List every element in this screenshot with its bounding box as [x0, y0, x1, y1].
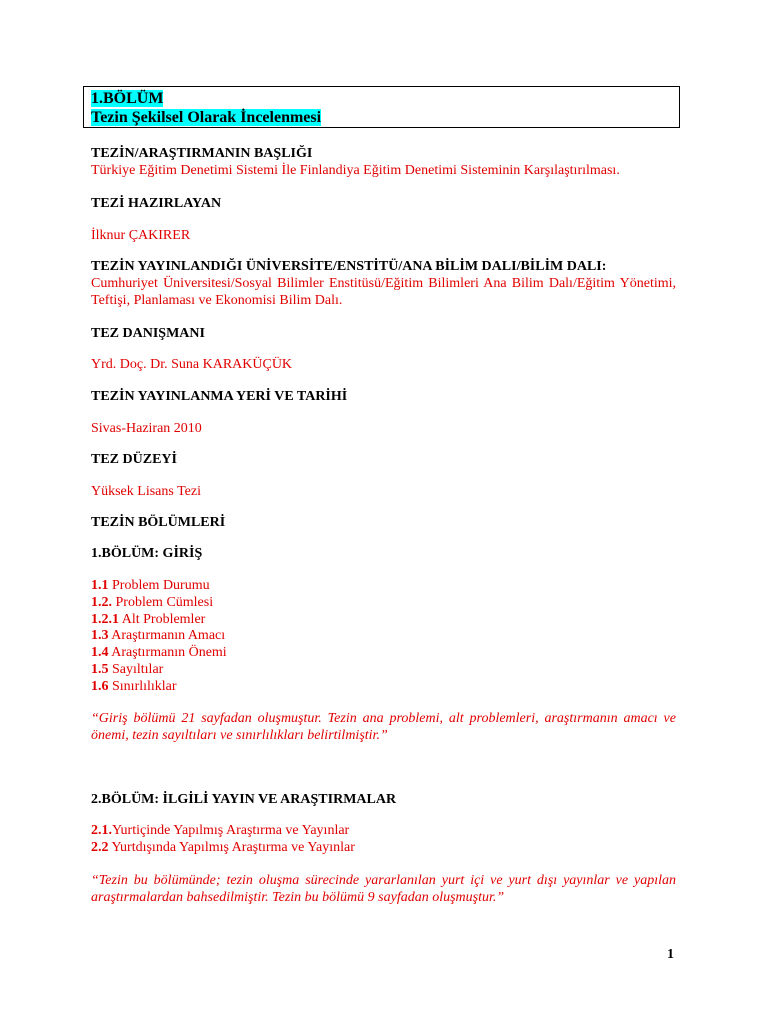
chapter2-note: “Tezin bu bölümünde; tezin oluşma sürecinde yararlanılan yurt içi ve yurt dışı yayınlar ve yapılan araştırmalardan bahsedilmiştir. Tezin bu bölümü 9 sayfadan oluşmuştur.”	[91, 873, 676, 905]
chapter-title: Tezin Şekilsel Olarak İncelenmesi	[91, 109, 322, 126]
chapter1-list	[91, 578, 676, 696]
university-heading: TEZİN YAYINLANDIĞI ÜNİVERSİTE/ENSTİTÜ/ANA BİLİM DALI/BİLİM DALI:	[91, 259, 607, 274]
list-item: 1.6 Sınırlılıklar	[91, 678, 177, 694]
chapter1-note: “Giriş bölümü 21 sayfadan oluşmuştur. Tezin ana problemi, alt problemleri, araştırmanın amacı ve önemi, tezin sayıltıları ve sınırlılıkları belirtilmiştir.”	[91, 711, 676, 743]
chapter2-heading: 2.BÖLÜM: İLGİLİ YAYIN VE ARAŞTIRMALAR	[91, 792, 397, 807]
list-item: 1.4 Araştırmanın Önemi	[91, 645, 227, 661]
list-item: 2.2 Yurtdışında Yapılmış Araştırma ve Yayınlar	[91, 839, 355, 855]
advisor-value: Yrd. Doç. Dr. Suna KARAKÜÇÜK	[91, 357, 293, 372]
place-date-value: Sivas-Haziran 2010	[91, 421, 202, 436]
chapter2-list	[91, 823, 676, 857]
page-number: 1	[667, 947, 674, 962]
thesis-title-heading: TEZİN/ARAŞTIRMANIN BAŞLIĞI	[91, 146, 313, 161]
list-item: 1.2.1 Alt Problemler	[91, 611, 206, 627]
author-heading: TEZİ HAZIRLAYAN	[91, 196, 222, 211]
thesis-level-value: Yüksek Lisans Tezi	[91, 484, 201, 499]
author-value: İlknur ÇAKIRER	[91, 228, 191, 243]
thesis-level-heading: TEZ DÜZEYİ	[91, 452, 177, 467]
list-item: 1.2. Problem Cümlesi	[91, 594, 214, 610]
chapters-heading: TEZİN BÖLÜMLERİ	[91, 515, 226, 530]
list-item: 2.1.Yurtiçinde Yapılmış Araştırma ve Yayınlar	[91, 823, 350, 838]
list-item: 1.5 Sayıltılar	[91, 661, 164, 677]
place-date-heading: TEZİN YAYINLANMA YERİ VE TARİHİ	[91, 389, 348, 404]
thesis-title-value: Türkiye Eğitim Denetimi Sistemi İle Finlandiya Eğitim Denetimi Sisteminin Karşılaştırılması.	[91, 163, 620, 178]
university-value: Cumhuriyet Üniversitesi/Sosyal Bilimler Enstitüsü/Eğitim Bilimleri Ana Bilim Dalı/Eğitim Yönetimi, Teftişi, Planlaması ve Ekonomisi Bilim Dalı.	[91, 276, 676, 308]
chapter-number: 1.BÖLÜM	[91, 90, 164, 107]
advisor-heading: TEZ DANIŞMANI	[91, 326, 205, 341]
chapter-title-box	[83, 86, 680, 128]
list-item: 1.3 Araştırmanın Amacı	[91, 628, 226, 644]
chapter1-heading: 1.BÖLÜM: GİRİŞ	[91, 546, 203, 561]
list-item: 1.1 Problem Durumu	[91, 578, 210, 593]
